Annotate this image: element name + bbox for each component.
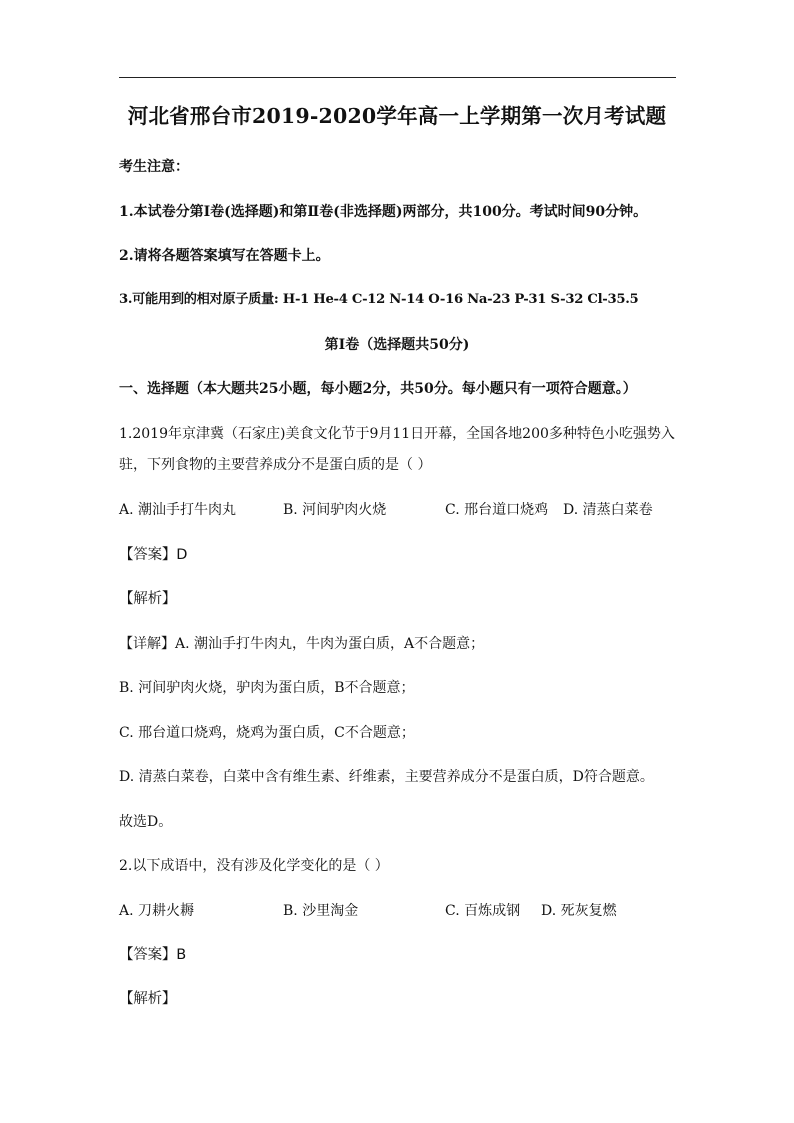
- part-heading: 一、选择题（本大题共25小题，每小题2分，共50分。每小题只有一项符合题意。）: [119, 381, 637, 397]
- q1-conclusion: 故选D。: [119, 814, 173, 830]
- q1-option-b: B. 河间驴肉火烧: [283, 502, 387, 518]
- q1-option-a: A. 潮汕手打牛肉丸: [119, 502, 237, 518]
- q1-detail-b: B. 河间驴肉火烧，驴肉为蛋白质，B不合题意；: [119, 680, 415, 696]
- q2-option-c: C. 百炼成钢: [445, 903, 521, 919]
- q1-stem-line-2: 驻，下列食物的主要营养成分不是蛋白质的是（ ）: [119, 457, 432, 473]
- q2-stem: 2.以下成语中，没有涉及化学变化的是（ ）: [119, 858, 389, 874]
- q1-detail-d: D. 清蒸白菜卷，白菜中含有维生素、纤维素，主要营养成分不是蛋白质，D符合题意。: [119, 769, 654, 785]
- q2-option-b: B. 沙里淘金: [283, 903, 359, 919]
- page-title: 河北省邢台市2019-2020学年高一上学期第一次月考试题: [127, 104, 667, 128]
- q2-option-a: A. 刀耕火耨: [119, 903, 195, 919]
- q1-option-d: D. 清蒸白菜卷: [563, 502, 653, 518]
- note-item-1: 1.本试卷分第Ⅰ卷(选择题)和第Ⅱ卷(非选择题)两部分，共100分。考试时间90分钟。: [119, 204, 648, 220]
- q1-detail-c: C. 邢台道口烧鸡，烧鸡为蛋白质，C不合题意；: [119, 725, 415, 741]
- q1-analysis-label: 【解析】: [119, 591, 177, 607]
- q1-answer: 【答案】D: [119, 547, 188, 563]
- notes-heading: 考生注意：: [119, 159, 189, 175]
- q1-stem-line-1: 1.2019年京津冀（石家庄)美食文化节于9月11日开幕，全国各地200多种特色小吃强势入: [119, 426, 675, 442]
- q1-option-c: C. 邢台道口烧鸡: [445, 502, 549, 518]
- header-rule: [119, 77, 676, 78]
- q2-analysis-label: 【解析】: [119, 991, 177, 1007]
- q1-detail-a: 【详解】A. 潮汕手打牛肉丸，牛肉为蛋白质，A不合题意；: [119, 636, 485, 652]
- note-item-3: 3.可能用到的相对原子质量: H-1 He-4 C-12 N-14 O-16 Na-23 P-31 S-32 Cl-35.5: [119, 292, 639, 307]
- q2-answer: 【答案】B: [119, 947, 186, 963]
- section-title: 第Ⅰ卷（选择题共50分): [324, 337, 470, 353]
- note-item-2: 2.请将各题答案填写在答题卡上。: [119, 248, 330, 264]
- q2-option-d: D. 死灰复燃: [541, 903, 617, 919]
